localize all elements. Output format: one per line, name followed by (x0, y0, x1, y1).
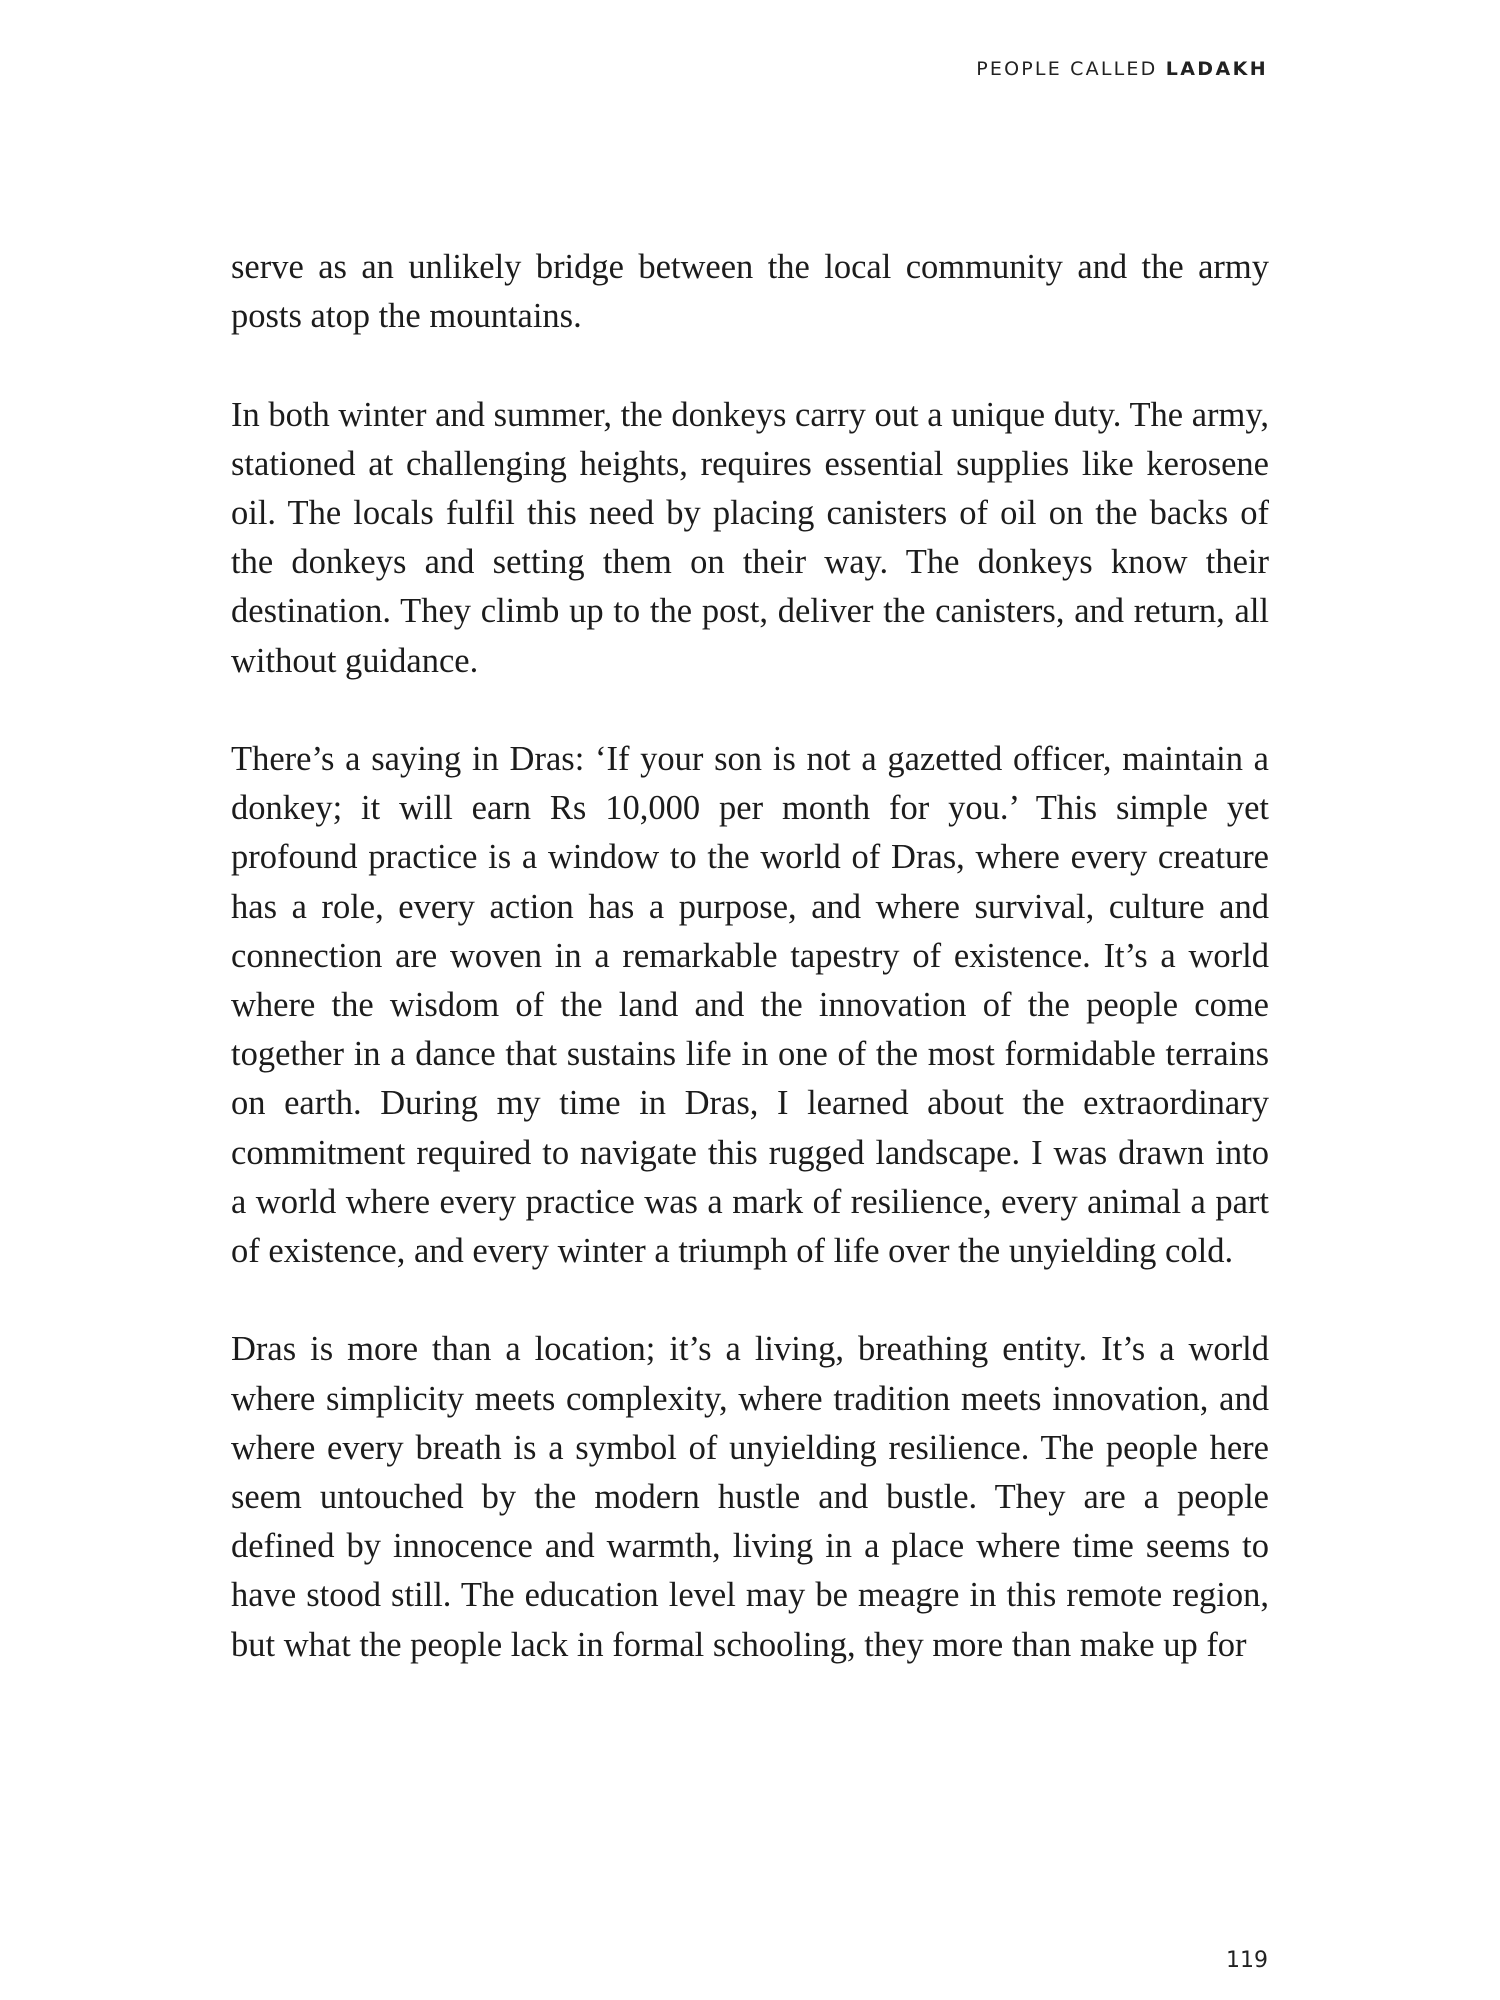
running-head (976, 58, 1268, 80)
paragraph-1: serve as an unlikely bridge between the local community and the army posts atop the mountains. (231, 248, 1269, 336)
running-head-title: LADAKH (1165, 58, 1268, 80)
paragraph-3: There’s a saying in Dras: ‘If your son is not a gazetted officer, maintain a donkey; it will earn Rs 10,000 per month for you.’ This simple yet profound practice is a window to the world of Dras, where every creature has a role, every action has a purpose, and where survival, culture and connection are woven in a remarkable tapestry of existence. It’s a world where the wisdom of the land and the innovation of the people come together in a dance that sustains life in one of the most formidable terrains on earth. During my time in Dras, I learned about the extraordinary commitment required to navigate this rugged landscape. I was drawn into a world where every practice was a mark of resilience, every animal a part of existence, and every winter a triumph of life over the unyielding cold. (231, 740, 1269, 1271)
running-head-prefix: PEOPLE CALLED (976, 58, 1158, 80)
paragraph-2: In both winter and summer, the donkeys carry out a unique duty. The army, stationed at challenging heights, requires essential supplies like kerosene oil. The locals fulfil this need by placing canisters of oil on the backs of the donkeys and setting them on their way. The donkeys know their destination. They climb up to the post, deliver the canisters, and return, all without guidance. (231, 395, 1269, 680)
page-number: 119 (1226, 1948, 1268, 1973)
paragraph-4: Dras is more than a location; it’s a living, breathing entity. It’s a world where simplicity meets complexity, where tradition meets innovation, and where every breath is a symbol of unyielding resilience. The people here seem untouched by the modern hustle and bustle. They are a people defined by innocence and warmth, living in a place where time seems to have stood still. The education level may be meagre in this remote region, but what the people lack in formal schooling, they more than make up for (231, 1330, 1269, 1664)
body-text (231, 243, 1269, 1670)
